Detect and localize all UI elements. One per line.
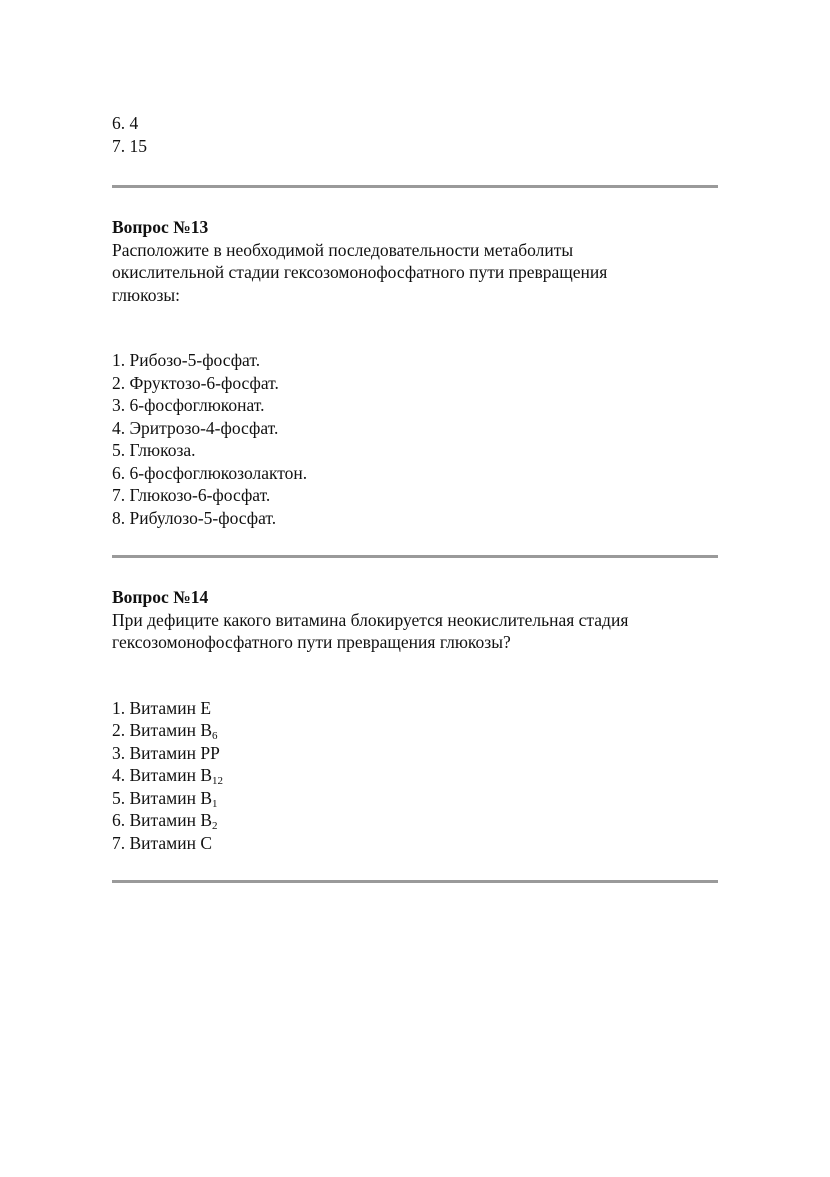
option-item: 7. Витамин С xyxy=(112,832,213,853)
option-item: 6. 6-фосфоглюкозолактон. xyxy=(112,462,308,483)
option-item: 3. Витамин РР xyxy=(112,742,220,763)
option-item: 6. 4 xyxy=(112,113,139,133)
section-divider xyxy=(112,880,718,883)
question-text: При дефиците какого витамина блокируется неокислительная стадия гексозомонофосфатного пути превращения глюкозы? xyxy=(112,609,629,652)
question-13 xyxy=(112,216,718,529)
document-page xyxy=(112,112,718,883)
question-14 xyxy=(112,586,718,854)
option-item: 7. Глюкозо-6-фосфат. xyxy=(112,485,271,505)
option-item: 5. Глюкоза. xyxy=(112,440,196,460)
option-item: 8. Рибулозо-5-фосфат. xyxy=(112,507,277,528)
option-item: 6. Витамин $В_2$ xyxy=(112,810,218,832)
option-item: 4. Эритрозо-4-фосфат. xyxy=(112,417,279,438)
previous-question-options xyxy=(112,112,718,157)
option-item: 1. Рибозо-5-фосфат. xyxy=(112,350,261,370)
option-item: 3. 6-фосфоглюконат. xyxy=(112,395,265,415)
option-item: 2. Фруктозо-6-фосфат. xyxy=(112,372,279,393)
option-item: 5. Витамин $В_1$ xyxy=(112,787,218,810)
option-item: 2. Витамин $В_6$ xyxy=(112,720,218,742)
answer-options xyxy=(112,349,718,529)
question-title: Вопрос №14 xyxy=(112,587,209,607)
option-item: 4. Витамин $В_{12}$ xyxy=(112,765,224,787)
option-item: 7. 15 xyxy=(112,135,147,156)
question-text: Расположите в необходимой последовательности метаболиты окислительной стадии гексозомонофосфатного пути превращения глюкозы: xyxy=(112,239,608,305)
answer-options xyxy=(112,697,718,855)
option-item: 1. Витамин Е xyxy=(112,697,212,718)
question-title: Вопрос №13 xyxy=(112,217,209,237)
